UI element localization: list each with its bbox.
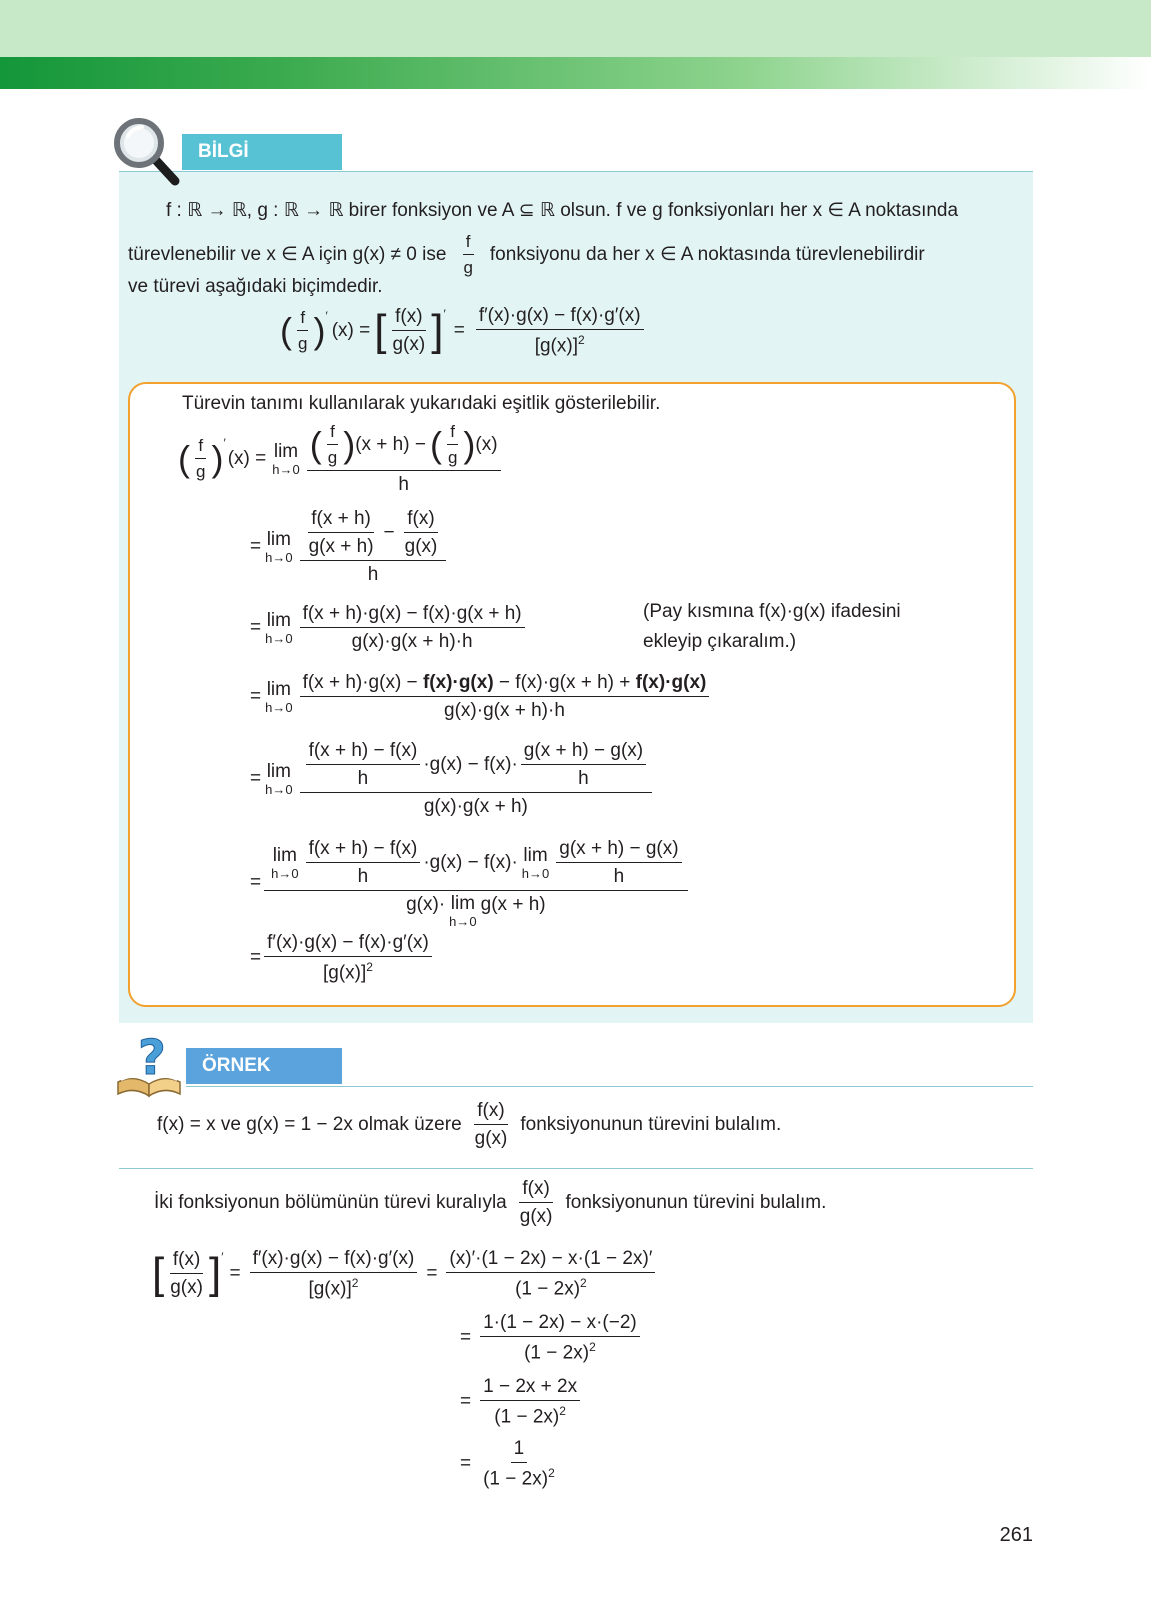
lim-text: lim [523, 845, 548, 866]
den-text: (1 − 2x) [524, 1342, 590, 1364]
frac-den [480, 1463, 558, 1490]
exponent: 2 [577, 333, 585, 347]
close-paren: ) [313, 310, 326, 352]
den-text: [g(x)] [534, 335, 578, 357]
answer-rule [119, 1168, 1033, 1169]
frac-den [532, 330, 588, 357]
num-text: (x + h) − [355, 434, 426, 455]
mid-fraction [250, 1248, 418, 1300]
lhs-fraction [167, 1249, 206, 1299]
frac-den: h [613, 866, 625, 887]
inner-fraction [521, 740, 646, 790]
equals-sign: = [229, 1263, 241, 1285]
equals-sign: = [250, 536, 262, 557]
frac-den: g(x)·g(x + h)·h [351, 631, 473, 652]
equals-sign: = [460, 1391, 472, 1413]
bilgi-line-3: ve türevi aşağıdaki biçimdedir. [128, 276, 383, 297]
num-bold-text: f(x)·g(x) [635, 672, 707, 693]
bilgi-line-2-start: türevlenebilir ve x ∈ A için g(x) ≠ 0 ise [128, 243, 447, 265]
frac-den: g(x) [404, 536, 438, 557]
den-text: [g(x)] [323, 962, 367, 984]
proof-note-line-2: ekleyip çıkaralım.) [643, 631, 797, 652]
den-text: [g(x)] [308, 1278, 352, 1300]
proof-step-6 [250, 838, 691, 928]
frac-den [305, 1273, 361, 1300]
answer-text: fonksiyonunun türevini bulalım. [565, 1192, 827, 1213]
frac-num: f′(x)·g(x) − f(x)·g′(x) [476, 305, 644, 330]
lim-sub: h→0 [265, 700, 293, 715]
limit-operator [522, 846, 549, 880]
rhs-fraction [446, 1248, 655, 1300]
open-paren: ( [429, 424, 442, 465]
open-bracket: [ [152, 1249, 165, 1299]
exponent: 2 [548, 1466, 555, 1480]
frac-den: h [398, 474, 409, 495]
prime-mark: ′ [221, 1250, 224, 1264]
inner-fraction [402, 508, 441, 558]
lim-sub: h→0 [521, 866, 550, 881]
frac-den: g(x)·g(x + h)·h [444, 700, 565, 721]
difference-quotient [307, 422, 501, 496]
inner-fraction [306, 740, 421, 790]
frac-num: f [327, 422, 338, 445]
num-text: ·g(x) − f(x)· [423, 852, 518, 873]
frac-num: f(x) [519, 1178, 552, 1203]
frac-num: f(x + h) − f(x) [306, 740, 421, 765]
inner-fraction [445, 422, 460, 468]
proof-step-3 [250, 603, 528, 653]
exponent: 2 [580, 1276, 587, 1290]
lim-sub: h→0 [265, 782, 293, 797]
bilgi-line-2 [128, 232, 925, 277]
frac-den [403, 891, 548, 928]
equals-sign: = [453, 320, 465, 342]
book-question-icon [114, 1028, 186, 1100]
num-text: (x) [475, 434, 498, 455]
frac-den: g [447, 448, 458, 467]
limit-operator [449, 894, 476, 928]
den-text: g(x)· [406, 894, 446, 915]
answer-text: İki fonksiyonun bölümünün türevi kuralıyla [154, 1192, 507, 1213]
rhs-fraction [476, 305, 644, 357]
exponent: 2 [351, 1276, 359, 1290]
lim-sub: h→0 [271, 866, 299, 881]
frac-den [512, 1273, 590, 1300]
lim-text: lim [266, 761, 291, 782]
proof-step-7 [250, 932, 435, 984]
limit-operator [265, 680, 292, 714]
proof-step-2 [250, 508, 449, 586]
step-7-fraction [264, 932, 432, 984]
frac-num: f [447, 422, 458, 445]
lim-sub: h→0 [265, 550, 293, 565]
answer-row-4 [460, 1438, 561, 1490]
close-bracket: ] [208, 1249, 222, 1299]
header-band [0, 0, 1151, 57]
frac-den [320, 957, 376, 984]
proof-note-line-1: (Pay kısmına f(x)·g(x) ifadesini [643, 601, 901, 622]
frac-num: 1 − 2x + 2x [480, 1376, 580, 1401]
close-paren: ) [463, 424, 476, 465]
proof-step-1 [178, 422, 504, 496]
inner-fraction [306, 508, 377, 558]
exponent: 2 [589, 1340, 596, 1354]
frac-num: f [463, 232, 474, 255]
lim-text: lim [450, 893, 476, 914]
question-fraction [472, 1100, 511, 1150]
row-2-fraction [480, 1312, 640, 1364]
exponent: 2 [559, 1404, 566, 1418]
frac-num: f(x) [404, 508, 437, 533]
limit-operator [265, 611, 292, 645]
frac-num [300, 672, 710, 697]
frac-den: g [298, 334, 308, 354]
frac-den: h [578, 768, 589, 789]
limit-operator [265, 762, 292, 796]
inner-fraction [556, 838, 681, 888]
question-text: f(x) = x ve g(x) = 1 − 2x olmak üzere [157, 1114, 462, 1135]
equals-sign: = [460, 1327, 472, 1349]
row-3-fraction [480, 1376, 580, 1428]
equals-sign: = [250, 617, 262, 638]
limit-operator [265, 530, 292, 564]
frac-den: h [357, 866, 369, 887]
frac-num [300, 740, 653, 793]
ornek-answer-intro [154, 1178, 826, 1228]
equals-sign: = [250, 686, 262, 707]
bilgi-line-2-end: fonksiyonu da her x ∈ A noktasında türevlenebilirdir [489, 243, 925, 265]
page-number: 261 [999, 1524, 1033, 1546]
frac-num: f(x + h) [308, 508, 374, 533]
equals-sign: = [426, 1263, 438, 1285]
proof-intro: Türevin tanımı kullanılarak yukarıdaki eşitlik gösterilebilir. [182, 393, 661, 414]
bilgi-label: BİLGİ [182, 134, 342, 170]
close-paren: ) [211, 438, 224, 479]
den-text: g(x + h) [480, 894, 546, 915]
prime-mark: ′ [223, 436, 226, 450]
equals-sign: = [250, 768, 262, 789]
frac-num: f(x + h) − f(x) [306, 838, 421, 863]
bilgi-line-1: f : ℝ → ℝ, g : ℝ → ℝ birer fonksiyon ve A ⊆ ℝ olsun. f ve g fonksiyonları her x ∈ A noktasında [166, 200, 959, 221]
close-bracket: ] [431, 306, 444, 356]
quotient-rule-formula [280, 305, 647, 357]
step-5-fraction [300, 740, 653, 818]
frac-num: f [297, 308, 308, 331]
frac-den: g [196, 462, 206, 481]
lim-text: lim [266, 679, 291, 700]
answer-row-3 [460, 1376, 583, 1428]
frac-num: g(x + h) − g(x) [521, 740, 646, 765]
lim-sub: h→0 [265, 631, 293, 646]
limit-operator [271, 846, 298, 880]
answer-fraction [517, 1178, 556, 1228]
frac-num [300, 508, 447, 561]
den-text: (1 − 2x) [515, 1278, 581, 1300]
close-paren: ) [343, 424, 356, 465]
num-bold-text: f(x)·g(x) [422, 672, 494, 693]
limit-operator [272, 442, 299, 476]
frac-num: f(x) [392, 306, 425, 331]
lim-text: lim [272, 845, 297, 866]
prime-mark: ′ [443, 307, 446, 321]
magnifier-icon [112, 116, 184, 188]
num-text: − f(x)·g(x + h) + [498, 672, 631, 693]
answer-row-1 [152, 1248, 658, 1300]
proof-step-4 [250, 672, 712, 722]
frac-den: g(x) [474, 1128, 508, 1149]
fraction-f-over-g [460, 232, 475, 277]
frac-num: f′(x)·g(x) − f(x)·g′(x) [250, 1248, 418, 1273]
svg-text:?: ? [138, 1030, 166, 1086]
answer-row-2 [460, 1312, 643, 1364]
open-paren: ( [309, 424, 322, 465]
open-bracket: [ [374, 306, 387, 356]
frac-num: g(x + h) − g(x) [556, 838, 681, 863]
bilgi-top-rule [119, 171, 1033, 172]
frac-num: 1·(1 − 2x) − x·(−2) [480, 1312, 640, 1337]
frac-num: f(x + h)·g(x) − f(x)·g(x + h) [300, 603, 525, 628]
ornek-rule [186, 1086, 1033, 1087]
frac-den: g(x)·g(x + h) [423, 796, 528, 817]
bracket-fraction [389, 306, 428, 356]
frac-den [491, 1401, 569, 1428]
num-text: f(x + h)·g(x) − [302, 672, 418, 693]
frac-den: g(x) [519, 1206, 553, 1227]
row-4-fraction [480, 1438, 558, 1490]
frac-num [307, 422, 501, 471]
step-6-fraction [264, 838, 687, 928]
lhs-tail: (x) = [331, 320, 371, 342]
minus-sign: − [383, 522, 395, 543]
frac-num: f [195, 436, 206, 459]
ornek-question [157, 1100, 781, 1150]
equals-sign: = [460, 1453, 472, 1475]
open-paren: ( [280, 310, 292, 352]
lim-text: lim [266, 610, 291, 631]
step-3-fraction [300, 603, 525, 653]
frac-num: f′(x)·g(x) − f(x)·g′(x) [264, 932, 432, 957]
lim-sub: h→0 [449, 914, 477, 929]
frac-den: g(x) [392, 334, 426, 356]
frac-den: h [367, 564, 379, 585]
inner-fraction [325, 422, 340, 468]
num-text: ·g(x) − f(x)· [423, 754, 518, 775]
step-4-fraction [300, 672, 710, 722]
exponent: 2 [366, 960, 373, 974]
den-text: (1 − 2x) [494, 1406, 560, 1428]
frac-num [264, 838, 687, 891]
frac-den: g(x + h) [308, 536, 374, 557]
lhs-fraction [193, 436, 208, 482]
equals-sign: = [250, 872, 262, 893]
header-gradient-bar [0, 57, 1151, 89]
frac-den: g [463, 257, 473, 277]
lim-sub: h→0 [272, 462, 300, 477]
frac-num: f(x) [170, 1249, 203, 1274]
frac-num: 1 [511, 1438, 528, 1463]
lhs-tail: (x) = [227, 448, 267, 469]
frac-den: g [327, 448, 338, 467]
frac-den: h [357, 768, 369, 789]
frac-num: (x)′·(1 − 2x) − x·(1 − 2x)′ [446, 1248, 655, 1273]
frac-den [521, 1337, 599, 1364]
den-text: (1 − 2x) [483, 1468, 549, 1490]
lim-text: lim [273, 441, 299, 462]
compound-fraction [300, 508, 447, 586]
frac-num: f(x) [474, 1100, 507, 1125]
ornek-label: ÖRNEK [186, 1048, 342, 1084]
proof-step-5 [250, 740, 655, 818]
lhs-fraction [295, 308, 310, 354]
prime-mark: ′ [325, 309, 328, 323]
equals-sign: = [250, 947, 262, 969]
open-paren: ( [178, 438, 190, 479]
lim-text: lim [266, 529, 291, 550]
inner-fraction [306, 838, 421, 888]
question-text: fonksiyonunun türevini bulalım. [520, 1114, 782, 1135]
frac-den: g(x) [170, 1277, 203, 1299]
